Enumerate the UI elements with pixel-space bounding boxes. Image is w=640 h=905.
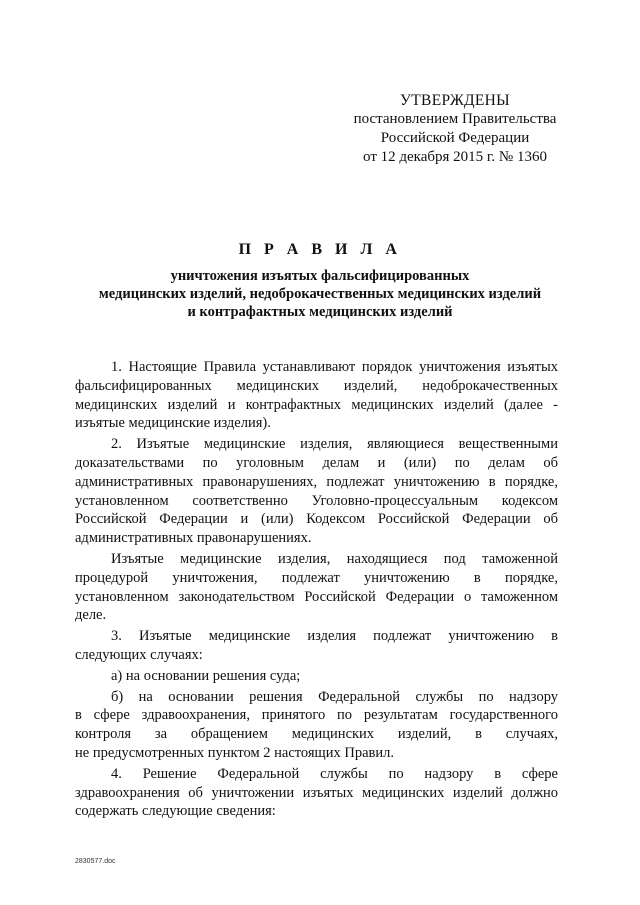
text-line: изъятые медицинские изделия). xyxy=(75,415,271,432)
subtitle-line: уничтожения изъятых фальсифицированных xyxy=(170,268,470,284)
text-line: деле. xyxy=(75,607,107,624)
text-line: а) на основании решения суда; xyxy=(111,667,301,684)
text-line: медицинских изделий и контрафактных медицинских изделий (далее - xyxy=(75,396,558,413)
text-line: в сфере здравоохранения, принятого по результатам государственного xyxy=(75,707,558,724)
document-body xyxy=(75,358,558,823)
paragraph-2-customs xyxy=(75,550,558,625)
text-line: контроля за обращением медицинских изделий, в случаях, xyxy=(75,726,558,743)
paragraph-2 xyxy=(75,435,558,548)
approval-decree-line: постановлением Правительства xyxy=(353,111,557,127)
file-name-footer: 2830577.doc xyxy=(75,858,116,865)
item-b xyxy=(75,688,558,763)
document-subtitle xyxy=(70,267,570,321)
text-line: административных правонарушениях. xyxy=(75,530,312,547)
item-a xyxy=(75,667,558,686)
document-title: П Р А В И Л А xyxy=(238,241,402,258)
text-line: 4. Решение Федеральной службы по надзору в сфере xyxy=(111,765,558,782)
text-line: процедурой уничтожения, подлежат уничтожению в порядке, xyxy=(75,569,558,586)
approval-authority-line: Российской Федерации xyxy=(380,130,530,146)
text-line: не предусмотренных пунктом 2 настоящих Правил. xyxy=(75,744,394,761)
text-line: 3. Изъятые медицинские изделия подлежат уничтожению в xyxy=(111,628,558,645)
text-line: Изъятые медицинские изделия, находящиеся под таможенной xyxy=(111,550,558,567)
text-line: содержать следующие сведения: xyxy=(75,803,276,820)
text-line: здравоохранения об уничтожении изъятых медицинских изделий должно xyxy=(75,784,558,801)
paragraph-1 xyxy=(75,358,558,433)
text-line: следующих случаях: xyxy=(75,646,203,663)
approval-stamp xyxy=(330,91,580,167)
text-line: 1. Настоящие Правила устанавливают порядок уничтожения изъятых xyxy=(111,359,558,375)
paragraph-3 xyxy=(75,627,558,665)
text-line: доказательствами по уголовным делам и (или) по делам об xyxy=(75,454,558,471)
text-line: б) на основании решения Федеральной службы по надзору xyxy=(111,688,558,705)
approval-date-line: от 12 декабря 2015 г. № 1360 xyxy=(363,149,547,165)
subtitle-line: медицинских изделий, недоброкачественных медицинских изделий xyxy=(98,286,542,302)
approval-heading: УТВЕРЖДЕНЫ xyxy=(400,92,510,109)
text-line: административных правонарушениях, подлежат уничтожению в порядке, xyxy=(75,473,558,490)
paragraph-4 xyxy=(75,765,558,821)
text-line: Российской Федерации и (или) Кодексом Российской Федерации об xyxy=(75,511,558,528)
text-line: 2. Изъятые медицинские изделия, являющиеся вещественными xyxy=(111,436,558,453)
subtitle-line: и контрафактных медицинских изделий xyxy=(187,304,453,320)
text-line: фальсифицированных медицинских изделий, недоброкачественных xyxy=(75,377,558,394)
text-line: установленном законодательством Российской Федерации о таможенном xyxy=(75,588,558,605)
text-line: установленном соответственно Уголовно-процессуальным кодексом xyxy=(75,492,558,509)
